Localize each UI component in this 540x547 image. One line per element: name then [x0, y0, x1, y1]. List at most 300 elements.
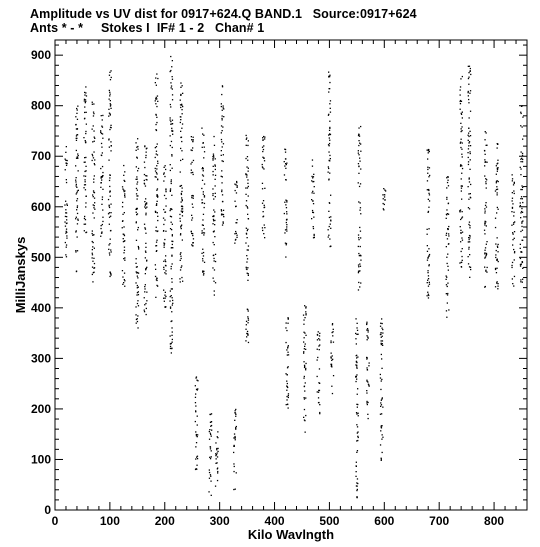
- data-point: [247, 183, 248, 184]
- data-point: [497, 281, 498, 282]
- data-point: [182, 85, 183, 86]
- data-point: [111, 145, 112, 146]
- data-point: [461, 128, 462, 129]
- data-point: [124, 286, 125, 287]
- data-point: [163, 242, 164, 243]
- data-point: [262, 147, 263, 148]
- data-point: [460, 94, 461, 95]
- data-point: [157, 143, 158, 144]
- data-point: [366, 392, 367, 393]
- data-point: [213, 215, 214, 216]
- data-point: [262, 188, 263, 189]
- data-point: [163, 209, 164, 210]
- data-point: [171, 255, 172, 256]
- data-point: [192, 150, 193, 151]
- data-point: [495, 257, 496, 258]
- data-point: [210, 422, 211, 423]
- data-point: [66, 179, 67, 180]
- data-point: [101, 147, 102, 148]
- data-point: [513, 285, 514, 286]
- data-point: [330, 100, 331, 101]
- data-point: [157, 154, 158, 155]
- data-point: [204, 207, 205, 208]
- data-point: [303, 332, 304, 333]
- data-point: [109, 276, 110, 277]
- data-point: [304, 376, 305, 377]
- data-point: [428, 207, 429, 208]
- data-point: [100, 182, 101, 183]
- data-point: [165, 255, 166, 256]
- data-point: [264, 160, 265, 161]
- data-point: [329, 137, 330, 138]
- data-point: [138, 247, 139, 248]
- data-point: [171, 282, 172, 283]
- data-point: [382, 194, 383, 195]
- data-point: [468, 263, 469, 264]
- data-point: [170, 308, 171, 309]
- data-point: [163, 290, 164, 291]
- data-point: [101, 177, 102, 178]
- data-point: [213, 242, 214, 243]
- data-point: [330, 195, 331, 196]
- data-point: [180, 107, 181, 108]
- data-point: [356, 366, 357, 367]
- data-point: [171, 128, 172, 129]
- data-point: [145, 273, 146, 274]
- data-point: [486, 132, 487, 133]
- data-point: [359, 136, 360, 137]
- data-point: [366, 380, 367, 381]
- data-point: [380, 332, 381, 333]
- data-point: [144, 145, 145, 146]
- data-point: [358, 237, 359, 238]
- data-point: [92, 241, 93, 242]
- data-point: [136, 176, 137, 177]
- data-point: [101, 115, 102, 116]
- data-point: [202, 180, 203, 181]
- data-point: [180, 87, 181, 88]
- data-point: [356, 361, 357, 362]
- data-point: [165, 165, 166, 166]
- data-point: [215, 196, 216, 197]
- data-point: [215, 282, 216, 283]
- data-point: [77, 223, 78, 224]
- data-point: [462, 232, 463, 233]
- data-point: [212, 156, 213, 157]
- data-point: [312, 181, 313, 182]
- data-point: [329, 155, 330, 156]
- data-point: [303, 341, 304, 342]
- data-point: [287, 383, 288, 384]
- data-point: [358, 272, 359, 273]
- data-point: [221, 118, 222, 119]
- data-point: [317, 334, 318, 335]
- data-point: [163, 180, 164, 181]
- data-point: [191, 172, 192, 173]
- data-point: [484, 287, 485, 288]
- data-point: [109, 252, 110, 253]
- data-point: [75, 218, 76, 219]
- data-point: [86, 124, 87, 125]
- data-point: [93, 103, 94, 104]
- data-point: [312, 192, 313, 193]
- data-point: [446, 275, 447, 276]
- data-point: [470, 90, 471, 91]
- data-point: [137, 266, 138, 267]
- data-point: [468, 237, 469, 238]
- data-point: [165, 189, 166, 190]
- data-point: [313, 217, 314, 218]
- data-point: [428, 193, 429, 194]
- data-point: [181, 194, 182, 195]
- data-point: [165, 292, 166, 293]
- data-point: [360, 183, 361, 184]
- data-point: [66, 223, 67, 224]
- data-point: [212, 195, 213, 196]
- data-point: [522, 240, 523, 241]
- data-point: [136, 150, 137, 151]
- data-point: [286, 230, 287, 231]
- data-point: [446, 199, 447, 200]
- data-point: [172, 339, 173, 340]
- data-point: [214, 294, 215, 295]
- data-point: [521, 151, 522, 152]
- data-point: [180, 269, 181, 270]
- data-point: [512, 192, 513, 193]
- data-point: [92, 212, 93, 213]
- data-point: [468, 128, 469, 129]
- data-point: [215, 486, 216, 487]
- data-point: [264, 138, 265, 139]
- data-point: [157, 78, 158, 79]
- data-point: [181, 201, 182, 202]
- data-point: [122, 227, 123, 228]
- data-point: [66, 256, 67, 257]
- data-point: [311, 218, 312, 219]
- data-point: [358, 145, 359, 146]
- data-point: [94, 217, 95, 218]
- data-point: [211, 450, 212, 451]
- data-point: [214, 260, 215, 261]
- data-point: [520, 167, 521, 168]
- data-point: [223, 143, 224, 144]
- data-point: [382, 345, 383, 346]
- data-point: [171, 141, 172, 142]
- data-point: [210, 481, 211, 482]
- data-point: [191, 215, 192, 216]
- data-point: [180, 104, 181, 105]
- y-tick-label: 200: [30, 401, 51, 416]
- data-point: [195, 405, 196, 406]
- data-point: [146, 300, 147, 301]
- data-point: [427, 295, 428, 296]
- data-point: [248, 318, 249, 319]
- data-point: [122, 206, 123, 207]
- data-point: [145, 269, 146, 270]
- data-point: [382, 340, 383, 341]
- data-point: [513, 184, 514, 185]
- data-point: [83, 175, 84, 176]
- data-point: [512, 198, 513, 199]
- data-point: [286, 330, 287, 331]
- data-point: [468, 164, 469, 165]
- data-point: [385, 199, 386, 200]
- data-point: [180, 281, 181, 282]
- data-point: [93, 157, 94, 158]
- data-point: [65, 169, 66, 170]
- data-point: [171, 216, 172, 217]
- data-point: [85, 166, 86, 167]
- data-point: [367, 414, 368, 415]
- data-point: [367, 369, 368, 370]
- data-point: [470, 70, 471, 71]
- data-point: [85, 133, 86, 134]
- data-point: [172, 99, 173, 100]
- data-point: [145, 257, 146, 258]
- data-point: [330, 108, 331, 109]
- data-point: [193, 174, 194, 175]
- data-point: [485, 178, 486, 179]
- data-point: [171, 154, 172, 155]
- data-point: [92, 129, 93, 130]
- data-point: [485, 221, 486, 222]
- data-point: [170, 343, 171, 344]
- data-point: [236, 192, 237, 193]
- data-point: [156, 240, 157, 241]
- x-tick-label: 300: [209, 514, 230, 528]
- data-point: [124, 273, 125, 274]
- data-point: [138, 291, 139, 292]
- data-point: [156, 153, 157, 154]
- data-point: [145, 303, 146, 304]
- data-point: [108, 116, 109, 117]
- data-point: [446, 233, 447, 234]
- data-point: [468, 136, 469, 137]
- data-point: [356, 452, 357, 453]
- data-point: [331, 366, 332, 367]
- data-point: [181, 267, 182, 268]
- data-point: [427, 173, 428, 174]
- data-point: [247, 258, 248, 259]
- data-point: [66, 229, 67, 230]
- data-point: [100, 236, 101, 237]
- data-point: [66, 244, 67, 245]
- data-point: [381, 344, 382, 345]
- data-point: [84, 118, 85, 119]
- data-point: [486, 255, 487, 256]
- data-point: [460, 233, 461, 234]
- data-point: [495, 243, 496, 244]
- data-point: [172, 88, 173, 89]
- data-point: [136, 323, 137, 324]
- plot-frame: [55, 40, 527, 510]
- data-point: [75, 251, 76, 252]
- data-point: [190, 163, 191, 164]
- data-point: [208, 491, 209, 492]
- data-point: [215, 455, 216, 456]
- data-point: [462, 142, 463, 143]
- data-point: [496, 165, 497, 166]
- data-point: [366, 401, 367, 402]
- data-point: [156, 98, 157, 99]
- data-point: [447, 254, 448, 255]
- data-point: [163, 174, 164, 175]
- data-point: [94, 209, 95, 210]
- data-point: [286, 229, 287, 230]
- data-point: [468, 92, 469, 93]
- data-point: [448, 243, 449, 244]
- data-point: [212, 223, 213, 224]
- data-point: [246, 205, 247, 206]
- data-point: [245, 329, 246, 330]
- data-point: [284, 161, 285, 162]
- data-point: [76, 134, 77, 135]
- x-axis-label: Kilo Wavlngth: [247, 527, 335, 542]
- data-point: [333, 329, 334, 330]
- data-point: [155, 211, 156, 212]
- data-point: [328, 229, 329, 230]
- data-point: [313, 226, 314, 227]
- data-point: [247, 280, 248, 281]
- data-point: [192, 217, 193, 218]
- data-point: [172, 60, 173, 61]
- data-point: [172, 342, 173, 343]
- data-point: [156, 173, 157, 174]
- data-point: [111, 251, 112, 252]
- data-point: [217, 468, 218, 469]
- data-point: [66, 238, 67, 239]
- data-point: [522, 139, 523, 140]
- data-point: [328, 91, 329, 92]
- data-point: [155, 124, 156, 125]
- data-point: [157, 212, 158, 213]
- data-point: [76, 108, 77, 109]
- data-point: [359, 158, 360, 159]
- data-point: [195, 458, 196, 459]
- data-point: [468, 247, 469, 248]
- data-point: [170, 210, 171, 211]
- data-point: [93, 192, 94, 193]
- data-point: [109, 254, 110, 255]
- data-point: [359, 263, 360, 264]
- data-point: [447, 266, 448, 267]
- data-point: [234, 466, 235, 467]
- data-point: [138, 287, 139, 288]
- data-point: [305, 432, 306, 433]
- data-point: [76, 187, 77, 188]
- data-point: [381, 404, 382, 405]
- data-point: [155, 168, 156, 169]
- data-point: [246, 233, 247, 234]
- data-point: [109, 95, 110, 96]
- data-point: [382, 437, 383, 438]
- data-point: [359, 286, 360, 287]
- data-point: [263, 136, 264, 137]
- data-point: [101, 179, 102, 180]
- data-point: [247, 331, 248, 332]
- data-point: [137, 303, 138, 304]
- data-point: [484, 208, 485, 209]
- data-point: [366, 367, 367, 368]
- data-point: [94, 267, 95, 268]
- data-point: [304, 398, 305, 399]
- y-tick-label: 700: [30, 149, 51, 164]
- data-point: [157, 163, 158, 164]
- data-point: [446, 277, 447, 278]
- data-point: [358, 182, 359, 183]
- data-point: [124, 181, 125, 182]
- data-point: [165, 231, 166, 232]
- data-point: [202, 271, 203, 272]
- data-point: [222, 115, 223, 116]
- data-point: [368, 365, 369, 366]
- data-point: [223, 107, 224, 108]
- data-point: [135, 314, 136, 315]
- data-point: [358, 415, 359, 416]
- data-point: [233, 437, 234, 438]
- data-point: [486, 162, 487, 163]
- data-point: [146, 314, 147, 315]
- data-point: [195, 469, 196, 470]
- data-point: [333, 375, 334, 376]
- data-point: [170, 121, 171, 122]
- data-point: [92, 254, 93, 255]
- data-point: [313, 203, 314, 204]
- data-point: [124, 193, 125, 194]
- data-point: [65, 152, 66, 153]
- data-point: [170, 106, 171, 107]
- data-point: [193, 139, 194, 140]
- data-point: [165, 261, 166, 262]
- data-point: [248, 195, 249, 196]
- data-point: [330, 356, 331, 357]
- data-point: [357, 330, 358, 331]
- data-point: [247, 237, 248, 238]
- data-point: [357, 394, 358, 395]
- data-point: [288, 318, 289, 319]
- data-point: [222, 146, 223, 147]
- data-point: [329, 202, 330, 203]
- data-point: [496, 181, 497, 182]
- data-point: [285, 149, 286, 150]
- data-point: [109, 177, 110, 178]
- x-tick-label: 800: [484, 514, 505, 528]
- data-point: [109, 272, 110, 273]
- data-point: [222, 119, 223, 120]
- data-point: [470, 153, 471, 154]
- data-point: [235, 206, 236, 207]
- data-point: [428, 228, 429, 229]
- data-point: [136, 319, 137, 320]
- data-point: [85, 140, 86, 141]
- data-point: [164, 272, 165, 273]
- data-point: [182, 208, 183, 209]
- data-point: [203, 142, 204, 143]
- data-point: [214, 290, 215, 291]
- data-point: [447, 180, 448, 181]
- data-point: [85, 189, 86, 190]
- x-tick-label: 600: [374, 514, 395, 528]
- data-point: [286, 207, 287, 208]
- data-point: [380, 326, 381, 327]
- data-point: [359, 186, 360, 187]
- data-point: [137, 146, 138, 147]
- data-point: [247, 322, 248, 323]
- data-point: [446, 246, 447, 247]
- data-point: [303, 378, 304, 379]
- data-point: [221, 150, 222, 151]
- data-point: [497, 160, 498, 161]
